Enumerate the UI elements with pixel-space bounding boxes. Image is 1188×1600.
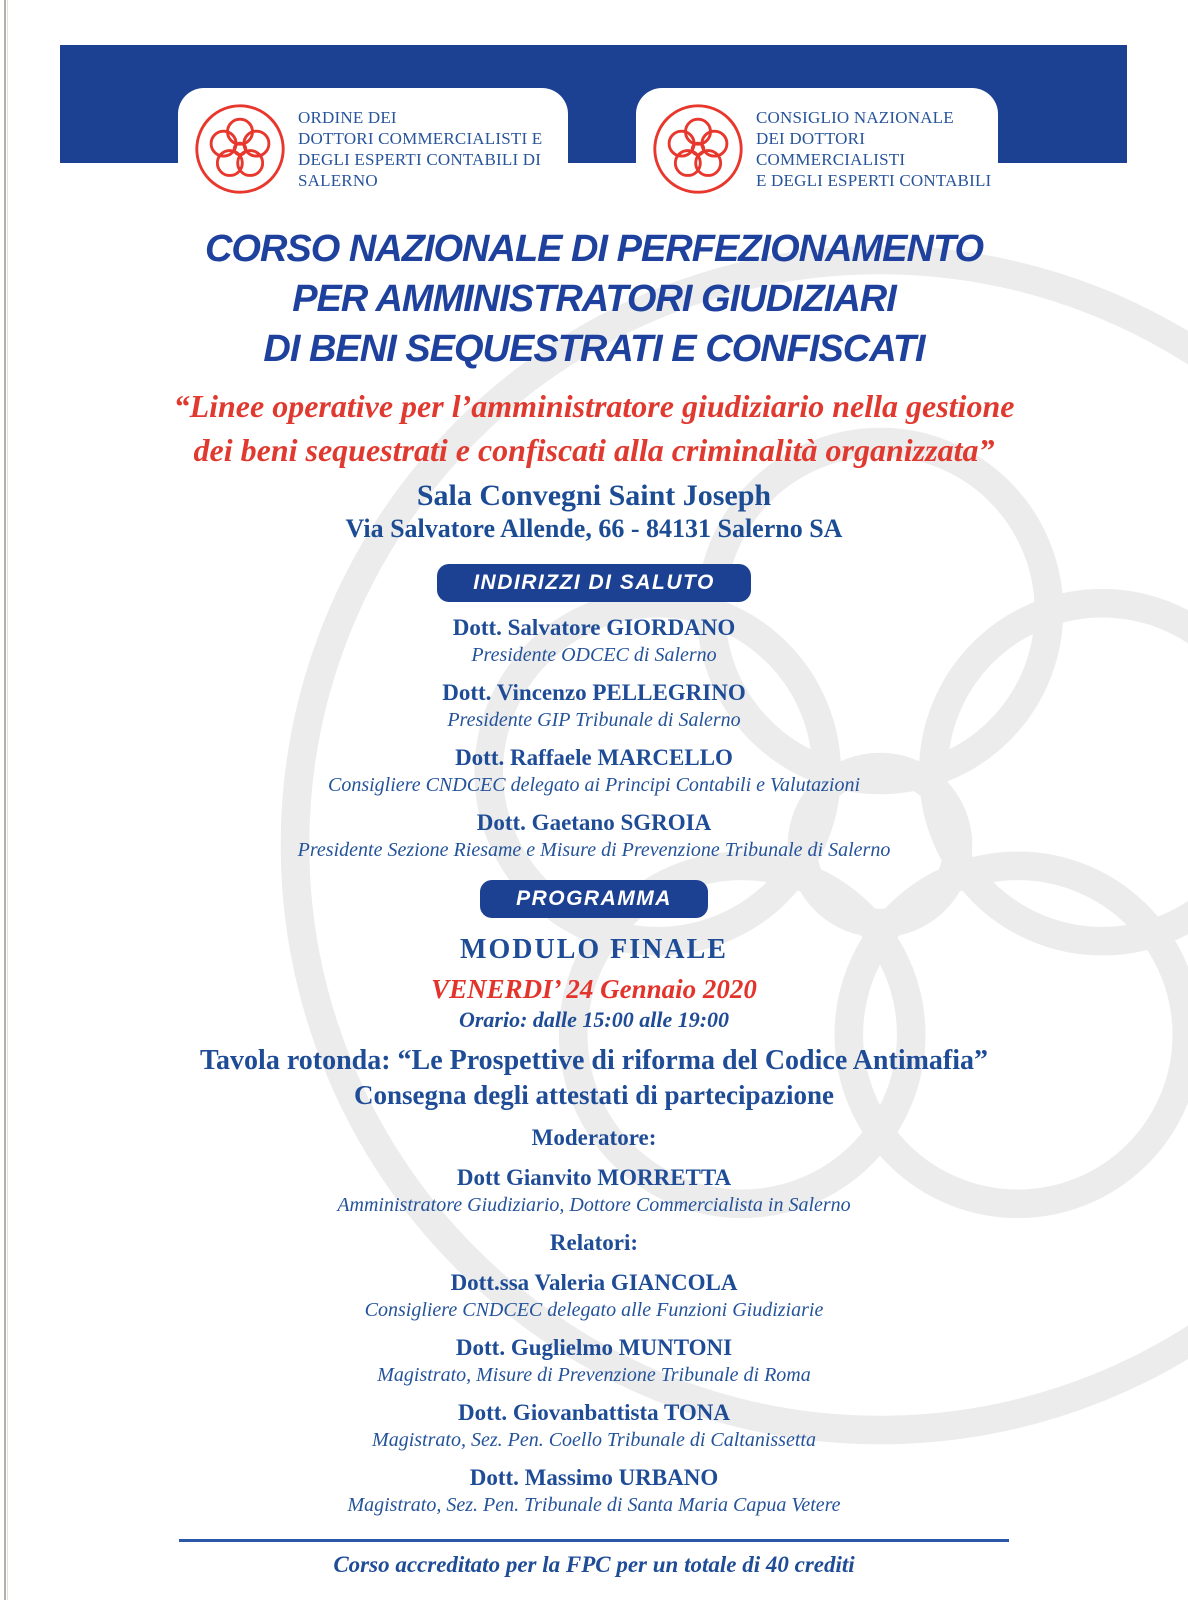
person-role: Presidente ODCEC di Salerno (471, 644, 717, 666)
org-name-nazionale (756, 107, 998, 191)
course-title-line: PER AMMINISTRATORI GIUDIZIARI (292, 278, 896, 320)
module-title: MODULO FINALE (460, 934, 728, 965)
list-item (0, 744, 1188, 797)
person-role: Consigliere CNDCEC delegato alle Funzioni Giudiziarie (364, 1299, 824, 1321)
person-name: Dott Gianvito MORRETTA (456, 1165, 732, 1190)
course-subtitle-line: “Linee operative per l’amministratore giudiziario nella gestione (173, 388, 1015, 424)
event-time: Orario: dalle 15:00 alle 19:00 (458, 1007, 730, 1032)
list-item (0, 1269, 1188, 1322)
odcec-salerno-knot-logo-icon (192, 101, 288, 197)
moderator-label: Moderatore: (531, 1125, 657, 1150)
org-card-odcec-salerno (178, 88, 568, 210)
list-item (0, 1464, 1188, 1517)
org-line: SALERNO (298, 171, 378, 190)
person-role: Presidente Sezione Riesame e Misure di Prevenzione Tribunale di Salerno (297, 839, 891, 861)
section-badge-programma: PROGRAMMA (480, 880, 708, 918)
cndcec-knot-logo-icon (650, 101, 746, 197)
speakers-label: Relatori: (549, 1230, 639, 1255)
person-role: Magistrato, Sez. Pen. Tribunale di Santa Maria Capua Vetere (347, 1494, 841, 1516)
person-role: Consigliere CNDCEC delegato ai Principi Contabili e Valutazioni (327, 774, 861, 796)
org-name-salerno (298, 107, 542, 191)
person-name: Dott. Salvatore GIORDANO (452, 615, 736, 640)
list-item (0, 679, 1188, 732)
org-line: DEI DOTTORI COMMERCIALISTI (756, 129, 906, 169)
person-name: Dott. Vincenzo PELLEGRINO (442, 680, 746, 705)
person-name: Dott. Gaetano SGROIA (476, 810, 712, 835)
venue-name: Sala Convegni Saint Joseph (416, 479, 772, 512)
course-subtitle-line: dei beni sequestrati e confiscati alla criminalità organizzata” (193, 432, 995, 468)
course-title-line: CORSO NAZIONALE DI PERFEZIONAMENTO (204, 228, 984, 270)
org-line: CONSIGLIO NAZIONALE (756, 108, 954, 127)
org-line: ORDINE DEI (298, 108, 397, 127)
person-name: Dott. Giovanbattista TONA (458, 1400, 730, 1425)
person-name: Dott. Massimo URBANO (469, 1465, 719, 1490)
course-title-line: DI BENI SEQUESTRATI E CONFISCATI (263, 328, 925, 370)
person-name: Dott. Raffaele MARCELLO (455, 745, 733, 770)
accreditation-note: Corso accreditato per la FPC per un totale di 40 crediti (333, 1552, 855, 1577)
greetings-list (0, 614, 1188, 862)
certificates-line: Consegna degli attestati di partecipazione (354, 1080, 834, 1110)
section-badge-indirizzi-di-saluto: INDIRIZZI DI SALUTO (437, 564, 751, 602)
venue-address: Via Salvatore Allende, 66 - 84131 Salerno SA (345, 514, 843, 543)
course-title (0, 224, 1188, 374)
org-line: DOTTORI COMMERCIALISTI E (298, 129, 543, 148)
list-item (0, 1334, 1188, 1387)
speakers-list (0, 1269, 1188, 1517)
person-role: Magistrato, Misure di Prevenzione Tribunale di Roma (377, 1364, 811, 1386)
org-line: DEGLI ESPERTI CONTABILI DI (298, 150, 542, 169)
event-date: VENERDI’ 24 Gennaio 2020 (431, 974, 757, 1004)
list-item (0, 1164, 1188, 1217)
org-line: E DEGLI ESPERTI CONTABILI (756, 171, 992, 190)
person-role: Amministratore Giudiziario, Dottore Commercialista in Salerno (337, 1194, 851, 1216)
person-role: Presidente GIP Tribunale di Salerno (447, 709, 741, 731)
org-card-consiglio-nazionale (636, 88, 998, 210)
person-role: Magistrato, Sez. Pen. Coello Tribunale di Caltanissetta (372, 1429, 816, 1451)
person-name: Dott.ssa Valeria GIANCOLA (450, 1270, 738, 1295)
footer-divider (179, 1539, 1009, 1542)
person-name: Dott. Guglielmo MUNTONI (455, 1335, 733, 1360)
round-table-title: Tavola rotonda: “Le Prospettive di riforma del Codice Antimafia” (199, 1045, 989, 1076)
list-item (0, 614, 1188, 667)
list-item (0, 1399, 1188, 1452)
list-item (0, 809, 1188, 862)
course-subtitle (0, 384, 1188, 472)
